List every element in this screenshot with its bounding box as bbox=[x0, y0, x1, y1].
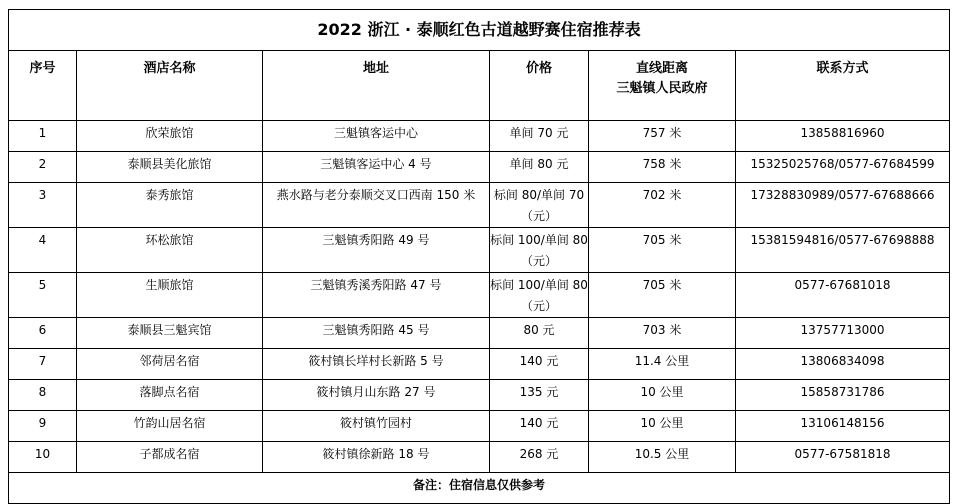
header-hotel-name: 酒店名称 bbox=[77, 51, 263, 121]
accommodation-sheet bbox=[8, 9, 949, 504]
cell-address: 燕水路与老分泰顺交叉口西南 150 米 bbox=[263, 183, 490, 228]
header-row bbox=[9, 51, 950, 121]
header-distance bbox=[589, 51, 736, 121]
cell-index: 3 bbox=[9, 183, 77, 228]
cell-distance: 758 米 bbox=[589, 152, 736, 183]
cell-hotel-name: 欣荣旅馆 bbox=[77, 121, 263, 152]
cell-address: 筱村镇长垟村长新路 5 号 bbox=[263, 349, 490, 380]
table-title: 2022 浙江 · 泰顺红色古道越野赛住宿推荐表 bbox=[9, 10, 950, 51]
cell-contact: 13806834098 bbox=[736, 349, 950, 380]
cell-hotel-name: 落脚点名宿 bbox=[77, 380, 263, 411]
cell-address: 筱村镇竹园村 bbox=[263, 411, 490, 442]
cell-contact: 15381594816/0577-67698888 bbox=[736, 228, 950, 273]
cell-index: 10 bbox=[9, 442, 77, 473]
cell-price: 80 元 bbox=[490, 318, 589, 349]
accommodation-table bbox=[8, 9, 950, 504]
table-row bbox=[9, 411, 950, 442]
cell-distance: 10 公里 bbox=[589, 380, 736, 411]
table-row bbox=[9, 442, 950, 473]
cell-contact: 0577-67681018 bbox=[736, 273, 950, 318]
cell-address: 三魁镇客运中心 bbox=[263, 121, 490, 152]
cell-index: 7 bbox=[9, 349, 77, 380]
cell-hotel-name: 子都成名宿 bbox=[77, 442, 263, 473]
table-row bbox=[9, 349, 950, 380]
cell-price: 268 元 bbox=[490, 442, 589, 473]
cell-distance: 703 米 bbox=[589, 318, 736, 349]
cell-address: 三魁镇秀溪秀阳路 47 号 bbox=[263, 273, 490, 318]
cell-index: 1 bbox=[9, 121, 77, 152]
cell-hotel-name: 邻荷居名宿 bbox=[77, 349, 263, 380]
cell-contact: 13757713000 bbox=[736, 318, 950, 349]
header-price: 价格 bbox=[490, 51, 589, 121]
table-row bbox=[9, 121, 950, 152]
table-row bbox=[9, 228, 950, 273]
cell-index: 2 bbox=[9, 152, 77, 183]
cell-distance: 10 公里 bbox=[589, 411, 736, 442]
table-row bbox=[9, 152, 950, 183]
table-note: 备注：住宿信息仅供参考 bbox=[9, 473, 950, 504]
cell-price: 140 元 bbox=[490, 411, 589, 442]
cell-contact: 15325025768/0577-67684599 bbox=[736, 152, 950, 183]
header-distance-line2: 三魁镇人民政府 bbox=[616, 81, 708, 96]
table-row bbox=[9, 273, 950, 318]
cell-hotel-name: 泰顺县三魁宾馆 bbox=[77, 318, 263, 349]
cell-price: 标间 100/单间 80（元） bbox=[490, 273, 589, 318]
cell-price: 140 元 bbox=[490, 349, 589, 380]
cell-index: 5 bbox=[9, 273, 77, 318]
cell-index: 6 bbox=[9, 318, 77, 349]
cell-index: 9 bbox=[9, 411, 77, 442]
cell-hotel-name: 竹韵山居名宿 bbox=[77, 411, 263, 442]
cell-address: 筱村镇月山东路 27 号 bbox=[263, 380, 490, 411]
cell-hotel-name: 环松旅馆 bbox=[77, 228, 263, 273]
cell-hotel-name: 生顺旅馆 bbox=[77, 273, 263, 318]
header-contact: 联系方式 bbox=[736, 51, 950, 121]
header-address: 地址 bbox=[263, 51, 490, 121]
cell-index: 4 bbox=[9, 228, 77, 273]
cell-distance: 757 米 bbox=[589, 121, 736, 152]
cell-hotel-name: 泰秀旅馆 bbox=[77, 183, 263, 228]
cell-address: 筱村镇徐新路 18 号 bbox=[263, 442, 490, 473]
cell-distance: 702 米 bbox=[589, 183, 736, 228]
table-row bbox=[9, 183, 950, 228]
cell-price: 单间 70 元 bbox=[490, 121, 589, 152]
cell-distance: 705 米 bbox=[589, 228, 736, 273]
cell-price: 135 元 bbox=[490, 380, 589, 411]
cell-contact: 13858816960 bbox=[736, 121, 950, 152]
cell-address: 三魁镇秀阳路 49 号 bbox=[263, 228, 490, 273]
header-distance-line1: 直线距离 bbox=[635, 61, 688, 76]
cell-distance: 10.5 公里 bbox=[589, 442, 736, 473]
cell-distance: 11.4 公里 bbox=[589, 349, 736, 380]
table-row bbox=[9, 318, 950, 349]
cell-price: 单间 80 元 bbox=[490, 152, 589, 183]
cell-distance: 705 米 bbox=[589, 273, 736, 318]
cell-contact: 13106148156 bbox=[736, 411, 950, 442]
cell-index: 8 bbox=[9, 380, 77, 411]
cell-contact: 0577-67581818 bbox=[736, 442, 950, 473]
cell-hotel-name: 泰顺县美化旅馆 bbox=[77, 152, 263, 183]
cell-address: 三魁镇秀阳路 45 号 bbox=[263, 318, 490, 349]
cell-contact: 17328830989/0577-67688666 bbox=[736, 183, 950, 228]
header-index: 序号 bbox=[9, 51, 77, 121]
table-row bbox=[9, 380, 950, 411]
cell-contact: 15858731786 bbox=[736, 380, 950, 411]
cell-address: 三魁镇客运中心 4 号 bbox=[263, 152, 490, 183]
cell-price: 标间 80/单间 70（元） bbox=[490, 183, 589, 228]
cell-price: 标间 100/单间 80（元） bbox=[490, 228, 589, 273]
